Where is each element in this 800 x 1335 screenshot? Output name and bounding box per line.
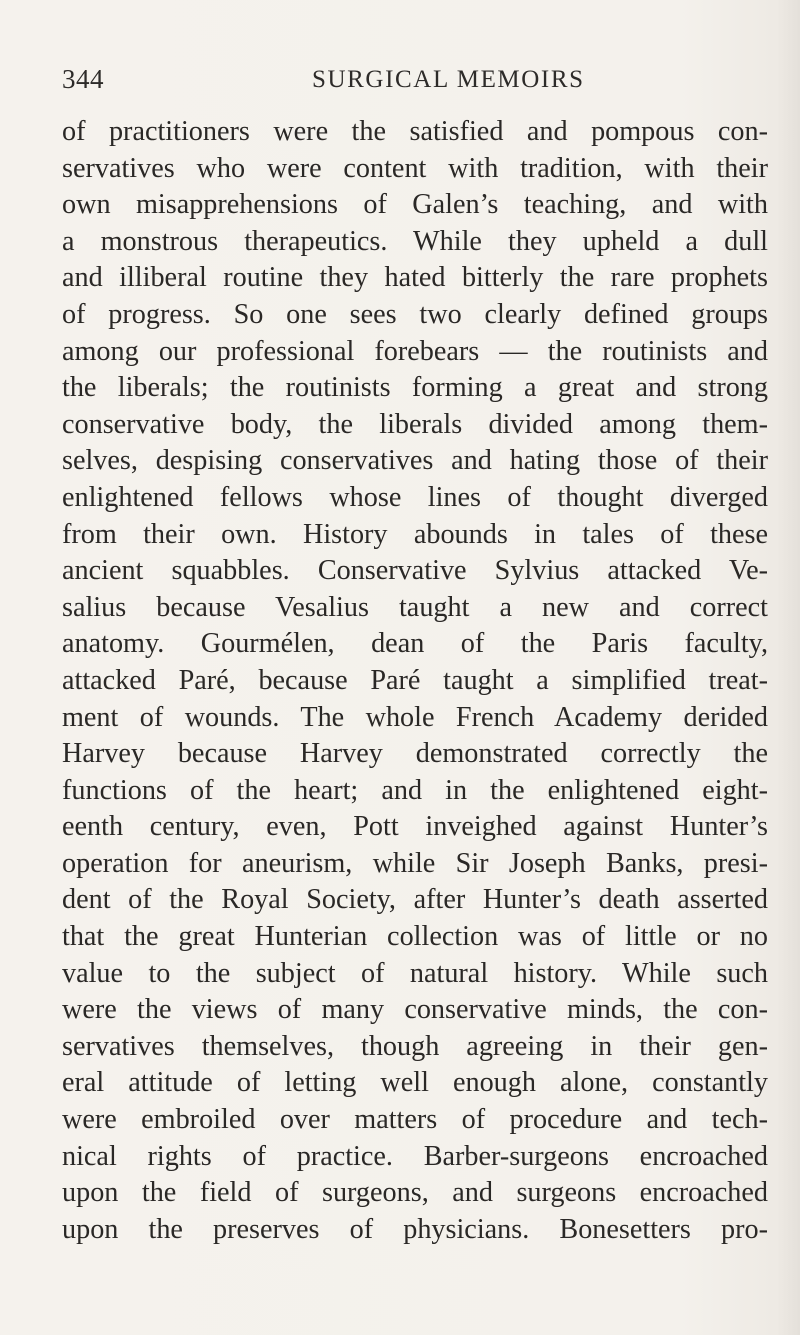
text-line: Harvey because Harvey demonstrated correctly the	[62, 738, 768, 770]
text-line: nical rights of practice. Barber-surgeons encroached	[62, 1140, 768, 1172]
text-line: dent of the Royal Society, after Hunter’s death asserted	[62, 884, 768, 916]
text-line: were embroiled over matters of procedure and tech-	[62, 1104, 768, 1136]
text-line: of practitioners were the satisfied and pompous con-	[62, 116, 768, 147]
text-line: value to the subject of natural history. While such	[62, 957, 768, 989]
page-header	[0, 62, 800, 102]
text-line: upon the field of surgeons, and surgeons encroached	[62, 1177, 768, 1209]
page-number: 344	[62, 64, 104, 94]
text-line: enlightened fellows whose lines of thought diverged	[62, 481, 768, 513]
text-line: attacked Paré, because Paré taught a simplified treat-	[62, 664, 768, 696]
text-line: a monstrous therapeutics. While they upheld a dull	[62, 225, 768, 257]
text-line: anatomy. Gourmélen, dean of the Paris faculty,	[62, 628, 768, 660]
text-line: that the great Hunterian collection was of little or no	[62, 921, 768, 953]
text-line: servatives who were content with tradition, with their	[62, 152, 768, 184]
text-line: own misapprehensions of Galen’s teaching, and with	[62, 189, 768, 221]
text-line: and illiberal routine they hated bitterly the rare prophets	[62, 262, 768, 294]
body-paragraph	[62, 114, 768, 1248]
text-line: servatives themselves, though agreeing in their gen-	[62, 1030, 768, 1062]
text-line: salius because Vesalius taught a new and correct	[62, 591, 768, 623]
text-line: among our professional forebears — the routinists and	[62, 335, 768, 367]
text-line: selves, despising conservatives and hating those of their	[62, 445, 768, 477]
text-line: eral attitude of letting well enough alone, constantly	[62, 1067, 768, 1099]
text-line: upon the preserves of physicians. Bonesetters pro-	[62, 1213, 768, 1245]
running-head: SURGICAL MEMOIRS	[312, 66, 585, 93]
text-line: ment of wounds. The whole French Academy derided	[62, 701, 768, 733]
text-line: operation for aneurism, while Sir Joseph Banks, presi-	[62, 847, 768, 879]
text-line: were the views of many conservative minds, the con-	[62, 994, 768, 1026]
text-line: ancient squabbles. Conservative Sylvius attacked Ve-	[62, 555, 768, 587]
text-line: conservative body, the liberals divided among them-	[62, 408, 768, 440]
text-line: functions of the heart; and in the enlightened eight-	[62, 774, 768, 806]
text-line: the liberals; the routinists forming a great and strong	[62, 372, 768, 404]
text-line: of progress. So one sees two clearly defined groups	[62, 298, 768, 330]
text-line: from their own. History abounds in tales of these	[62, 518, 768, 550]
text-line: eenth century, even, Pott inveighed against Hunter’s	[62, 811, 768, 843]
